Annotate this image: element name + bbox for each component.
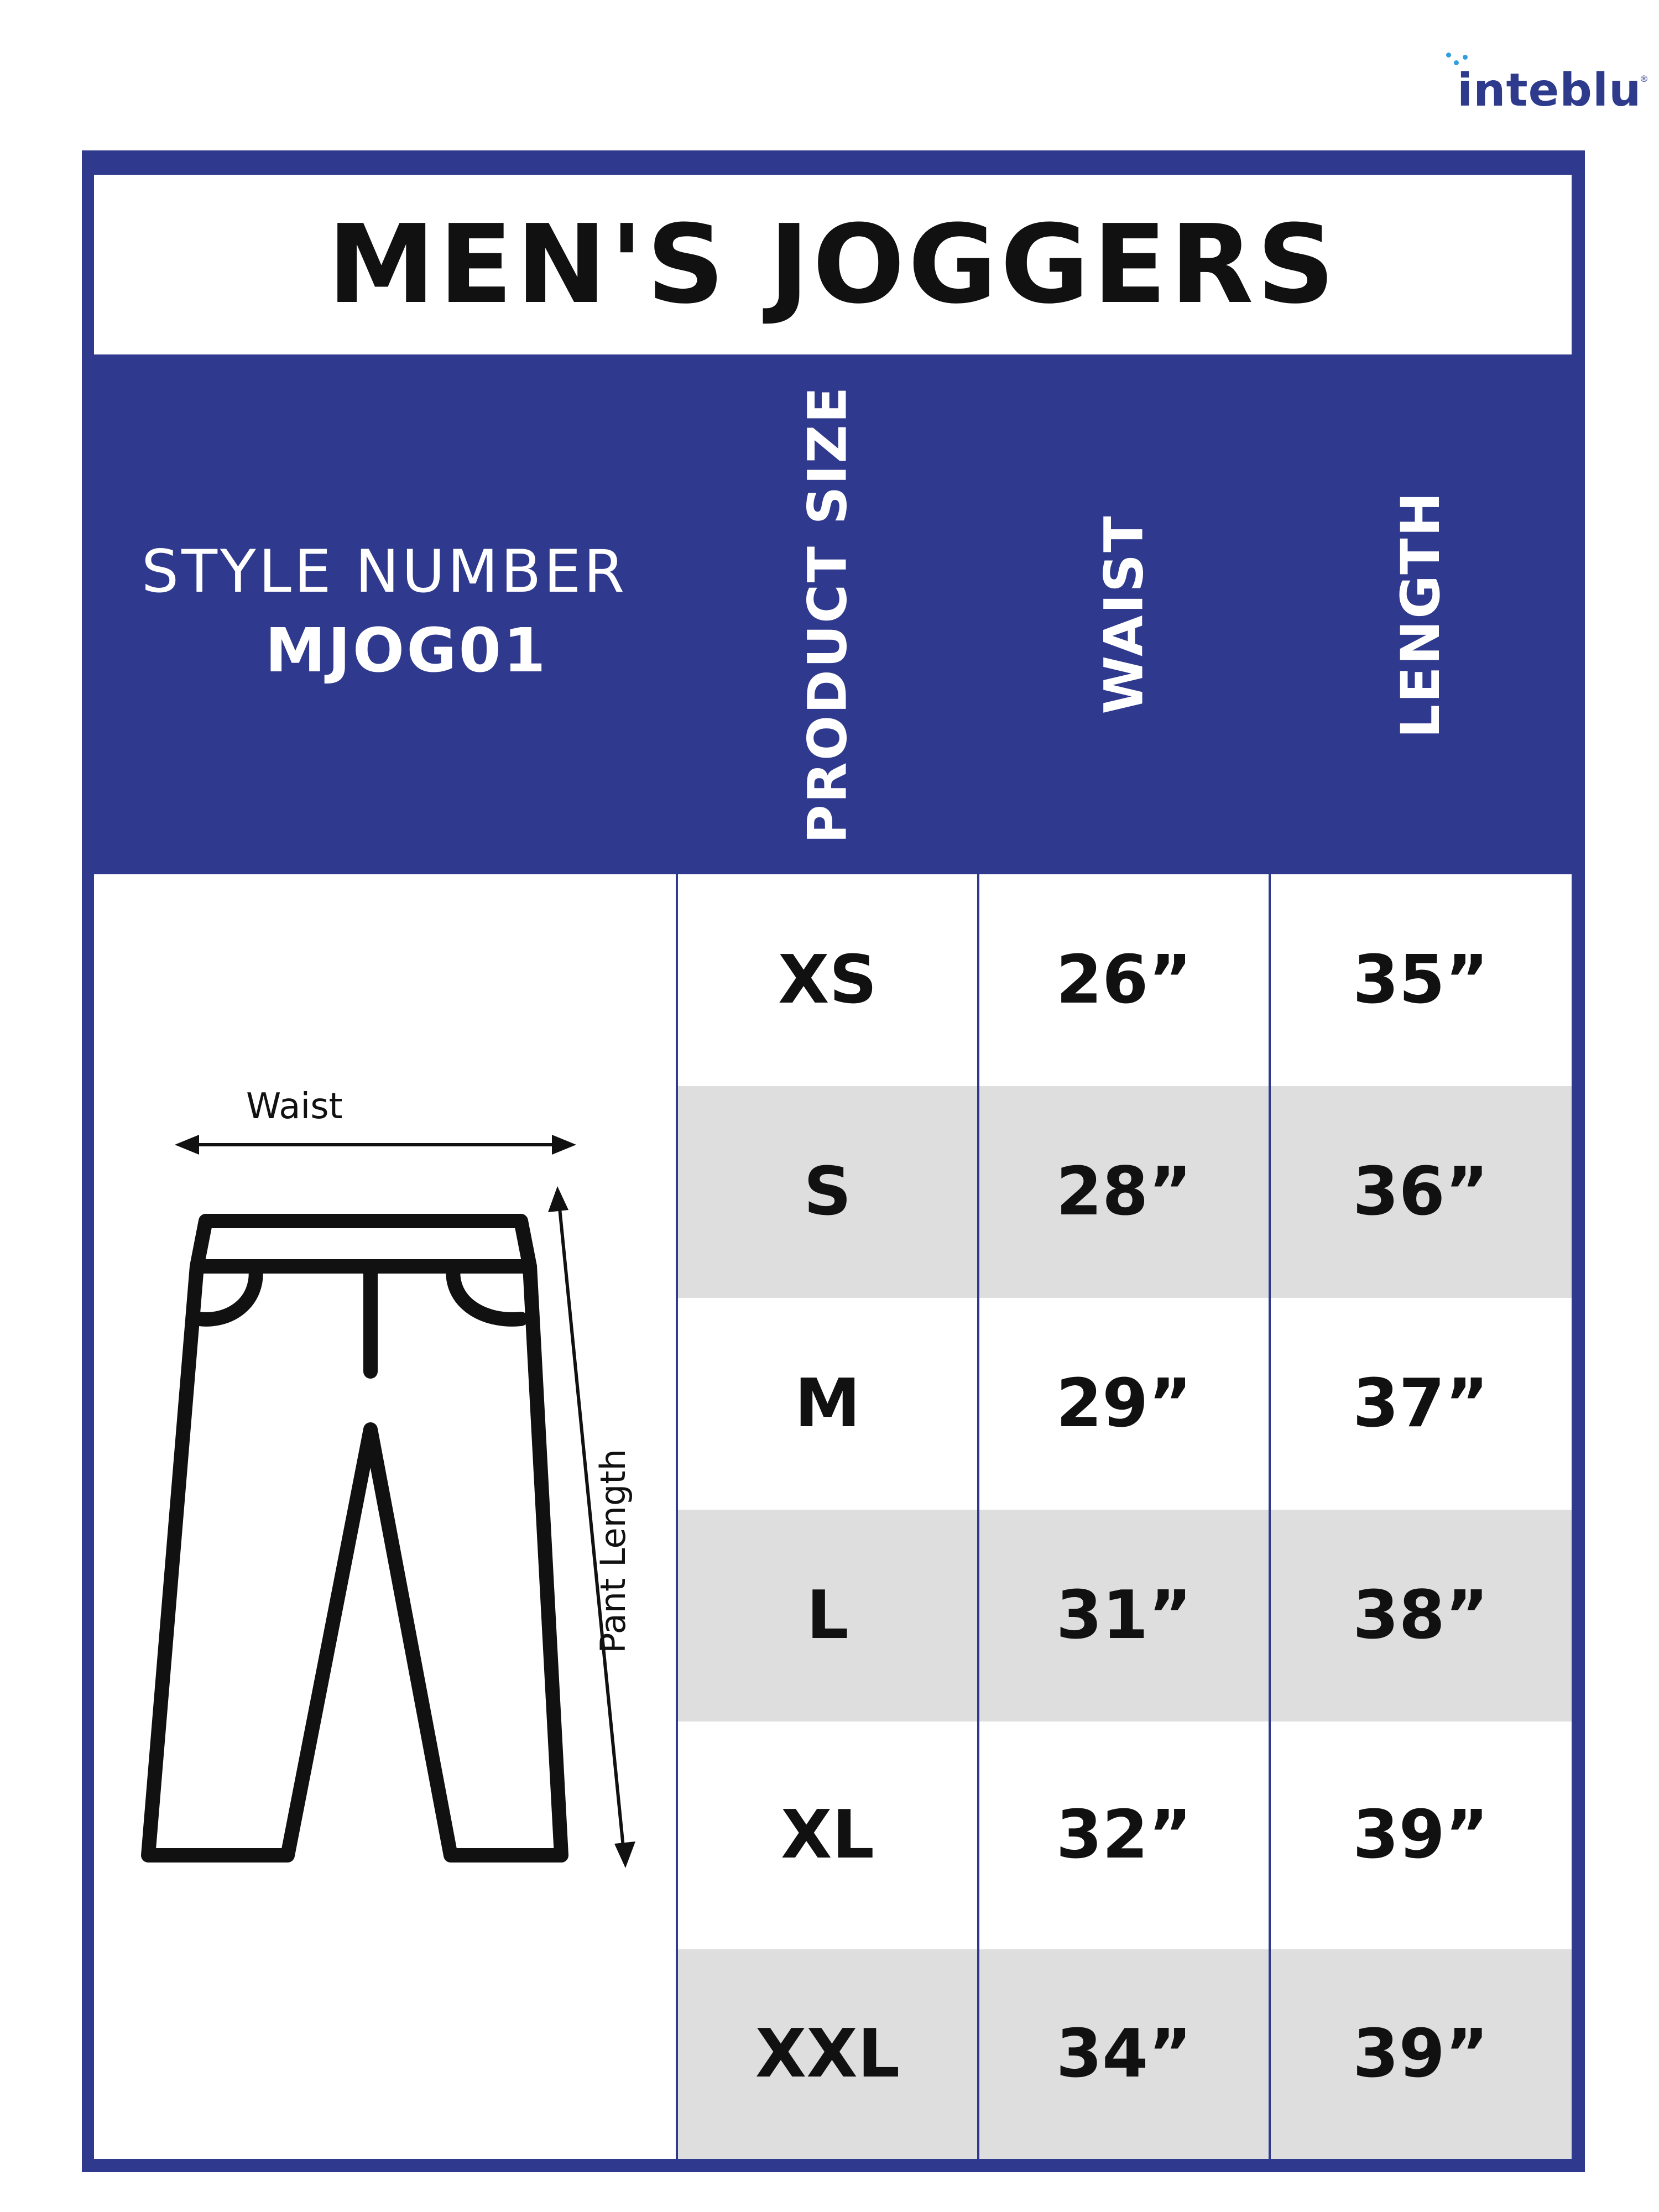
size-cell: S: [804, 1153, 852, 1230]
column-header-length: [1270, 354, 1572, 874]
table-row: [677, 1721, 1572, 1949]
waist-cell: 26”: [1056, 941, 1192, 1019]
waist-cell: 32”: [1056, 1797, 1192, 1874]
length-cell: 39”: [1353, 1797, 1489, 1874]
column-header-product-size: [677, 354, 978, 874]
size-cell: XS: [778, 941, 877, 1019]
table-row: [677, 1510, 1572, 1721]
length-cell: 35”: [1353, 941, 1489, 1019]
column-header-label: PRODUCT SIZE: [796, 385, 859, 844]
waist-label: Waist: [246, 1086, 343, 1127]
table-row: [677, 874, 1572, 1086]
logo-dot: [1446, 53, 1451, 58]
table-row: [677, 1949, 1572, 2159]
table-row: [677, 1298, 1572, 1510]
style-number-value: MJOG01: [265, 615, 548, 686]
size-cell: XXL: [755, 2015, 900, 2093]
waist-cell: 29”: [1056, 1365, 1192, 1442]
length-cell: 37”: [1353, 1365, 1489, 1442]
column-divider: [676, 354, 678, 2159]
table-row: [677, 1086, 1572, 1298]
pant-length-label: Pant Length: [593, 1449, 633, 1653]
waist-cell: 31”: [1056, 1577, 1192, 1654]
column-header-label: WAIST: [1093, 514, 1155, 714]
size-cell: L: [806, 1577, 849, 1654]
title-band: [94, 175, 1572, 354]
length-cell: 39”: [1353, 2015, 1489, 2093]
pants-diagram: [122, 1084, 653, 1891]
size-cell: XL: [781, 1797, 874, 1874]
column-header-waist: [978, 354, 1270, 874]
length-cell: 38”: [1353, 1577, 1489, 1654]
pants-icon: [148, 1221, 561, 1855]
waist-arrow: [175, 1135, 576, 1155]
style-number-label: STYLE NUMBER: [141, 538, 628, 606]
waist-cell: 34”: [1056, 2015, 1192, 2093]
length-cell: 36”: [1353, 1153, 1489, 1230]
registered-mark: ®: [1640, 74, 1648, 84]
brand-logo: [1446, 53, 1648, 124]
page-title: MEN'S JOGGERS: [327, 201, 1338, 328]
logo-text: inteblu: [1457, 64, 1642, 117]
size-cell: M: [794, 1365, 861, 1442]
column-divider: [977, 354, 979, 2159]
column-header-label: LENGTH: [1390, 490, 1452, 739]
waist-cell: 28”: [1056, 1153, 1192, 1230]
table-header: [94, 354, 1572, 874]
column-divider: [1269, 354, 1271, 2159]
logo-dot: [1463, 55, 1468, 60]
